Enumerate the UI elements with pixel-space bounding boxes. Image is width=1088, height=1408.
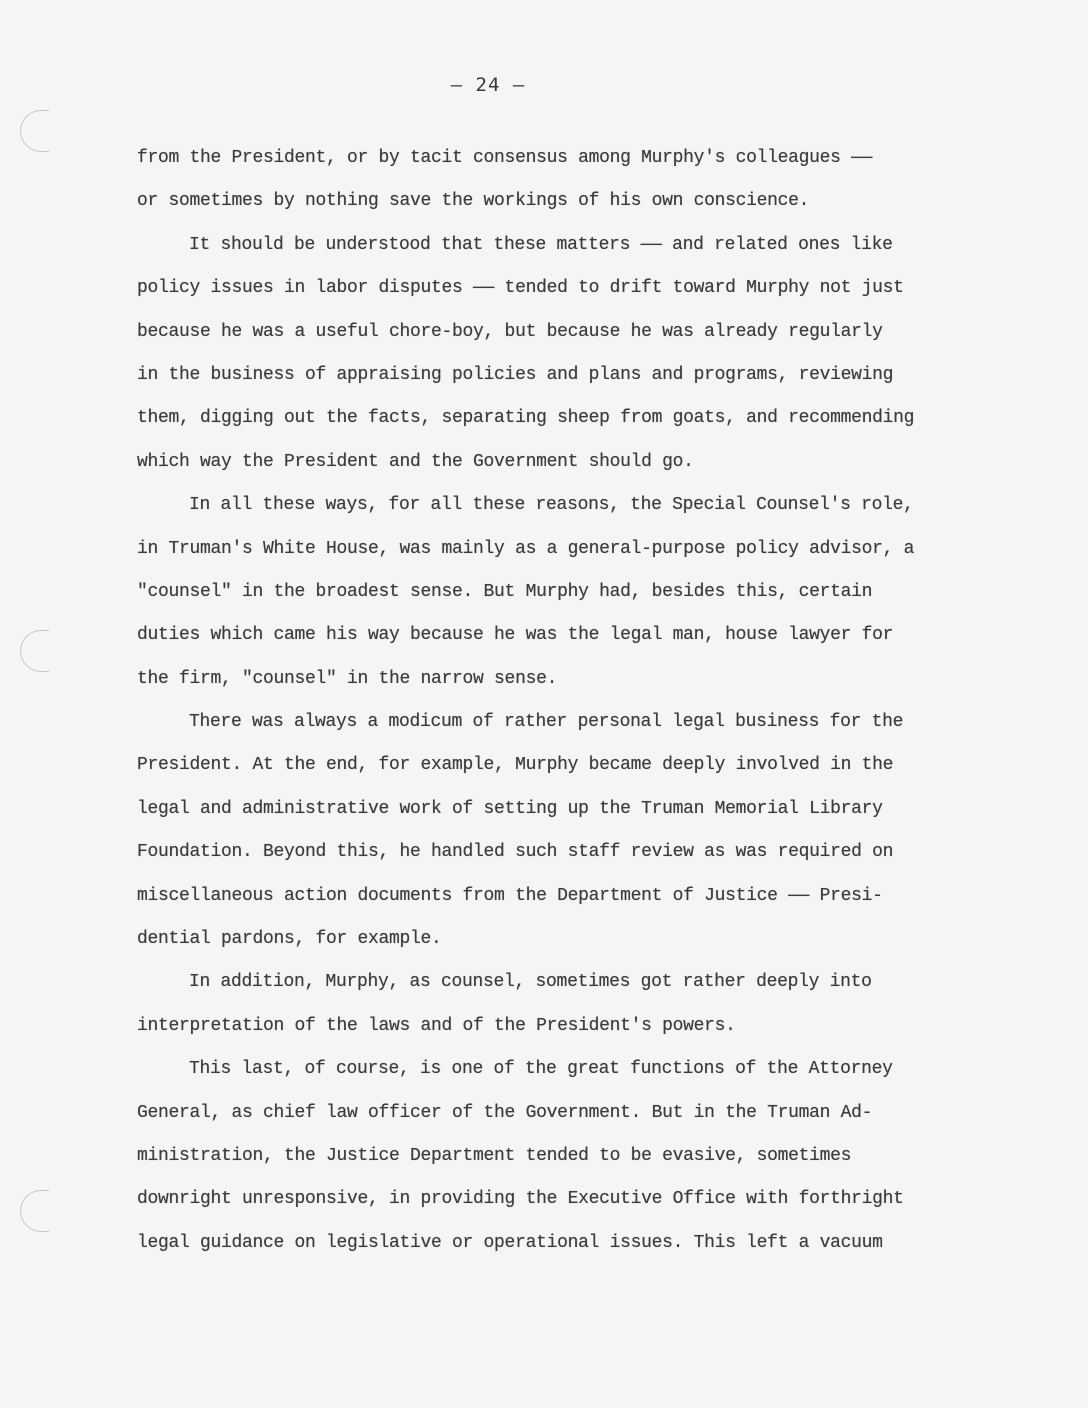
text-line: In all these ways, for all these reasons, the Special Counsel's role,	[189, 495, 914, 516]
text-line: in the business of appraising policies and plans and programs, reviewing	[137, 364, 894, 385]
text-line: There was always a modicum of rather personal legal business for the	[189, 712, 904, 733]
binder-hole-mark	[20, 1190, 49, 1232]
text-line: the firm, "counsel" in the narrow sense.	[137, 668, 558, 689]
text-line: legal and administrative work of setting up the Truman Memorial Library	[137, 798, 883, 819]
text-line: legal guidance on legislative or operational issues. This left a vacuum	[137, 1232, 883, 1253]
document-body	[137, 137, 937, 1265]
text-line: It should be understood that these matters —— and related ones like	[189, 234, 893, 255]
text-line: miscellaneous action documents from the Department of Justice —— Presi-	[137, 885, 883, 906]
text-line: downright unresponsive, in providing the Executive Office with forthright	[137, 1189, 904, 1210]
text-line: because he was a useful chore-boy, but because he was already regularly	[137, 321, 883, 342]
text-line: interpretation of the laws and of the President's powers.	[137, 1015, 736, 1036]
binder-hole-mark	[20, 630, 49, 672]
text-line: in Truman's White House, was mainly as a general-purpose policy advisor, a	[137, 538, 915, 559]
text-line: General, as chief law officer of the Government. But in the Truman Ad-	[137, 1102, 873, 1123]
text-line: duties which came his way because he was the legal man, house lawyer for	[137, 625, 894, 646]
text-line: "counsel" in the broadest sense. But Murphy had, besides this, certain	[137, 581, 873, 602]
text-line: This last, of course, is one of the great functions of the Attorney	[189, 1059, 893, 1080]
text-line: them, digging out the facts, separating sheep from goats, and recommending	[137, 408, 915, 429]
text-line: from the President, or by tacit consensus among Murphy's colleagues ——	[137, 148, 873, 168]
text-line: policy issues in labor disputes —— tended to drift toward Murphy not just	[137, 278, 904, 299]
text-line: Foundation. Beyond this, he handled such staff review as was required on	[137, 842, 894, 863]
text-line: which way the President and the Government should go.	[137, 451, 694, 472]
binder-hole-mark	[20, 110, 49, 152]
text-line: ministration, the Justice Department tended to be evasive, sometimes	[137, 1145, 852, 1166]
text-line: or sometimes by nothing save the workings of his own conscience.	[137, 191, 810, 212]
text-line: President. At the end, for example, Murphy became deeply involved in the	[137, 755, 894, 776]
text-line: In addition, Murphy, as counsel, sometimes got rather deeply into	[189, 972, 872, 993]
text-line: dential pardons, for example.	[137, 929, 442, 950]
page-number: — 24 —	[450, 74, 526, 96]
